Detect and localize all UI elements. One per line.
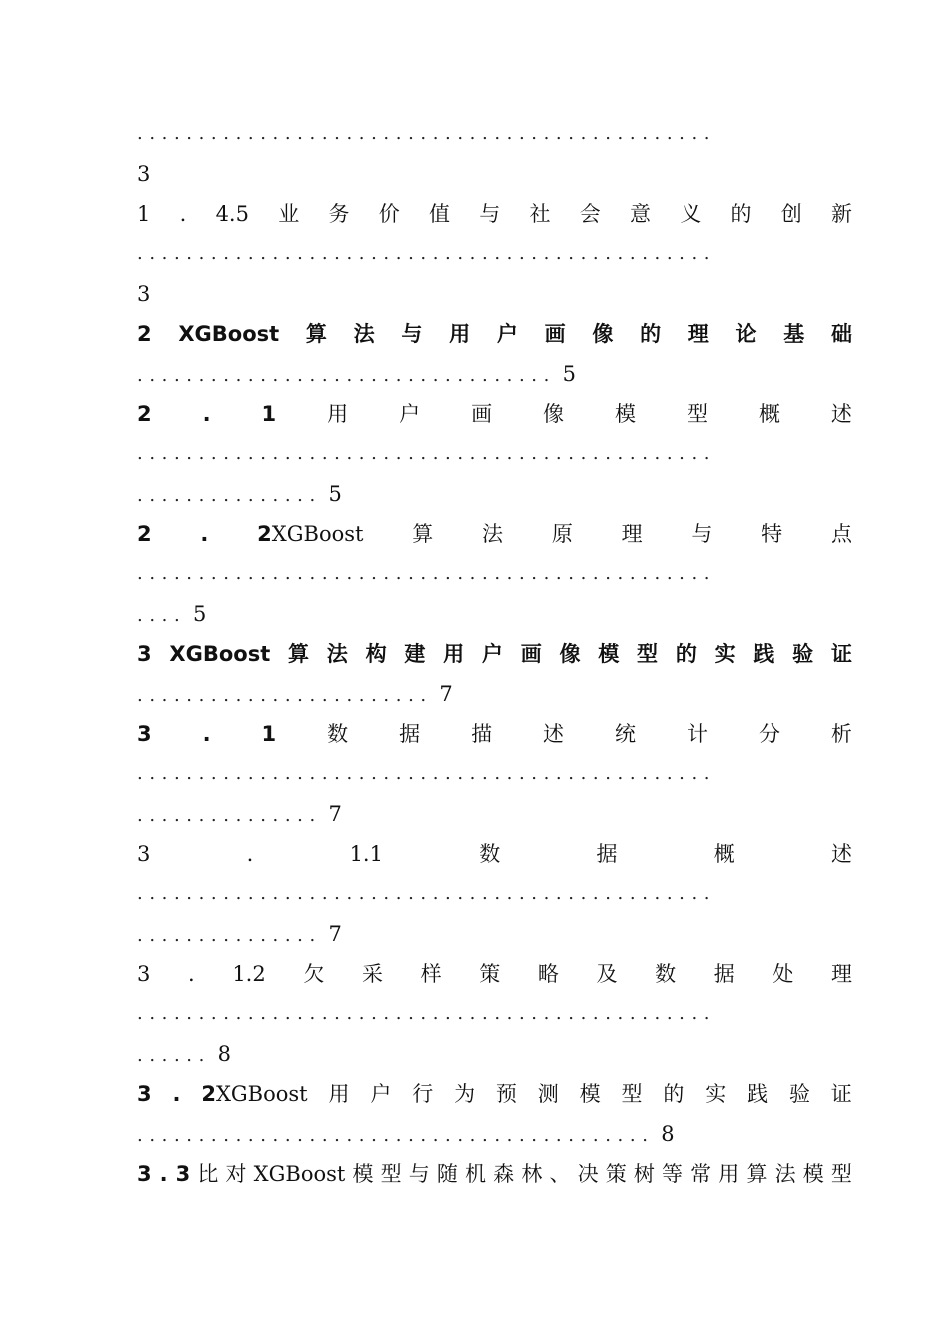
toc-entry-part: 构 [365, 642, 387, 666]
toc-entry-part: 法 [353, 322, 375, 346]
toc-entry-part: 用 [449, 322, 471, 346]
toc-leader: ............................................... [137, 443, 717, 464]
toc-entry-part: 建 [404, 642, 426, 666]
toc-entry-2-1[interactable] [137, 394, 852, 434]
toc-leader-line [137, 1034, 852, 1074]
toc-entry-part: 法 [326, 642, 348, 666]
toc-entry-part: XGBoost [169, 642, 271, 666]
toc-leader-line [137, 794, 852, 834]
toc-entry-name: 2XGBoost [201, 1082, 308, 1106]
toc-entry-part: 样 [420, 962, 442, 986]
toc-chapter-2[interactable] [137, 314, 852, 354]
toc-entry-part: 据 [399, 722, 421, 746]
toc-entry-part: 践 [753, 642, 775, 666]
toc-entry-part: 欠 [303, 962, 325, 986]
toc-entry-part: 意 [629, 202, 651, 226]
toc-entry-part: 采 [361, 962, 383, 986]
toc-entry-part: 基 [783, 322, 805, 346]
toc-entry-part: 1 [261, 722, 277, 746]
toc-entry-part: 值 [428, 202, 450, 226]
toc-entry-number: 3 [137, 1082, 152, 1106]
toc-entry-part: 策 [479, 962, 501, 986]
toc-leader: ............................................... [137, 883, 717, 904]
toc-entry-part: 数 [327, 722, 349, 746]
toc-page-number: 5 [328, 482, 342, 506]
toc-leader: ............................................... [137, 243, 717, 264]
toc-entry-part: 理 [687, 322, 709, 346]
toc-entry-part: 述 [543, 722, 565, 746]
toc-entry-part: 用 [327, 402, 349, 426]
toc-entry-part: 1 [261, 402, 277, 426]
toc-entry-part: 3 [137, 842, 151, 866]
toc-entry-number: 3 . 3 [137, 1162, 191, 1186]
toc-entry-part: XGBoost [178, 322, 280, 346]
toc-entry-dot: . [172, 1082, 181, 1106]
toc-entry-part: 3 [137, 642, 152, 666]
toc-entry-part: 型 [637, 642, 659, 666]
toc-entry-part: 算 [288, 642, 310, 666]
toc-entry-part: 的 [730, 202, 752, 226]
toc-entry-part: 画 [544, 322, 566, 346]
toc-page-number: 3 [137, 282, 151, 306]
toc-entry-part: 2 [137, 322, 152, 346]
toc-entry-part: 分 [758, 722, 780, 746]
toc-entry-part: 2 [137, 402, 152, 426]
toc-entry-part: 务 [328, 202, 350, 226]
toc-entry-part: . [246, 842, 254, 866]
toc-page-number: 8 [217, 1042, 231, 1066]
toc-entry-part: 业 [278, 202, 300, 226]
toc-entry-part: 数 [655, 962, 677, 986]
toc-entry-3-2[interactable]: 3 . 2XGBoost 用 户 行 为 预 测 模 型 的 实 践 验 证 [137, 1074, 852, 1114]
toc-entry-part: 统 [615, 722, 637, 746]
toc-entry-part: 4.5 [215, 202, 249, 226]
toc-entry-part: 析 [830, 722, 852, 746]
toc-leader: .... [137, 605, 187, 626]
toc-entry-part: 像 [559, 642, 581, 666]
toc-leader: ........................ [137, 685, 433, 706]
toc-leader: ............... [137, 485, 322, 506]
toc-entry-part: 据 [713, 962, 735, 986]
toc-entry-name: 2XGBoost [257, 522, 364, 546]
toc-entry-part: . [202, 402, 211, 426]
toc-entry-part: 算 [305, 322, 327, 346]
toc-entry-part: 计 [686, 722, 708, 746]
toc-entry-part: 新 [830, 202, 852, 226]
toc-page-number: 7 [439, 682, 453, 706]
toc-entry-part: 创 [780, 202, 802, 226]
toc-entry-part: 处 [772, 962, 794, 986]
toc-leader-line [137, 594, 852, 634]
toc-entry-part: . [202, 722, 211, 746]
toc-entry-part: 3 [137, 722, 152, 746]
toc-entry-part: 的 [675, 642, 697, 666]
toc-entry-3-3[interactable]: 3 . 3 比 对 XGBoost 模 型 与 随 机 森 林 、 决 策 树 等 常 用 算 法 模 型 [137, 1154, 852, 1194]
toc-entry-dot: . [200, 522, 209, 546]
toc-entry-part: 户 [399, 402, 421, 426]
toc-leader-line [137, 474, 852, 514]
toc-leader: ............... [137, 805, 322, 826]
toc-entry-part: 价 [378, 202, 400, 226]
toc-leader: ............................................... [137, 1003, 717, 1024]
toc-page-number: 8 [661, 1122, 675, 1146]
toc-entry-part: 型 [686, 402, 708, 426]
toc-entry-3-1-2[interactable] [137, 954, 852, 994]
toc-entry-2-2[interactable]: 2 . 2XGBoost 算 法 原 理 与 特 点 [137, 514, 852, 554]
toc-leader: .................................. [137, 365, 556, 386]
toc-leader: ............... [137, 925, 322, 946]
toc-page-number: 5 [562, 362, 576, 386]
toc-leader: ............................................... [137, 563, 717, 584]
toc-entry-part: 论 [735, 322, 757, 346]
toc-entry-part: 模 [615, 402, 637, 426]
toc-leader: ............................................... [137, 123, 717, 144]
toc-entry-part: 1.1 [349, 842, 383, 866]
toc-entry-part: 及 [596, 962, 618, 986]
toc-entry-part: 会 [579, 202, 601, 226]
toc-entry-part: 证 [830, 642, 852, 666]
toc-entry-part: 户 [481, 642, 503, 666]
toc-entry-part: 义 [680, 202, 702, 226]
toc-leader: .......................................... [137, 1125, 655, 1146]
toc-leader-line [137, 674, 852, 714]
toc-entry-part: 描 [471, 722, 493, 746]
toc-page-number: 7 [328, 802, 342, 826]
toc-entry-part: 的 [640, 322, 662, 346]
toc-page-number: 7 [328, 922, 342, 946]
toc-entry-part: 实 [714, 642, 736, 666]
toc-entry-part: 据 [596, 842, 618, 866]
toc-entry-1-4-5[interactable] [137, 194, 852, 234]
table-of-contents [137, 114, 852, 1194]
toc-page-number: 5 [192, 602, 207, 626]
toc-leader-line [137, 1114, 852, 1154]
toc-entry-part: 画 [471, 402, 493, 426]
toc-chapter-3[interactable] [137, 634, 852, 674]
toc-entry-part: 础 [831, 322, 852, 346]
toc-entry-part: 述 [830, 402, 852, 426]
toc-entry-part: 理 [830, 962, 852, 986]
toc-entry-part: 3 [137, 962, 151, 986]
toc-entry-part: 概 [713, 842, 735, 866]
toc-entry-part: . [179, 202, 187, 226]
toc-leader: ............................................... [137, 763, 717, 784]
toc-entry-part: 验 [792, 642, 814, 666]
toc-entry-part: 与 [401, 322, 423, 346]
toc-entry-number: 2 [137, 522, 152, 546]
toc-entry-part: 略 [537, 962, 559, 986]
toc-entry-part: 1.2 [232, 962, 266, 986]
toc-entry-part: 数 [479, 842, 501, 866]
toc-entry-part: 述 [830, 842, 852, 866]
toc-entry-part: 画 [520, 642, 542, 666]
toc-leader-line [137, 914, 852, 954]
toc-entry-part: 户 [496, 322, 518, 346]
toc-entry-part: 概 [758, 402, 780, 426]
toc-leader: ...... [137, 1045, 211, 1066]
toc-entry-part: 模 [598, 642, 620, 666]
toc-page-number: 3 [137, 162, 151, 186]
toc-entry-part: 用 [443, 642, 465, 666]
toc-entry-part: 1 [137, 202, 151, 226]
toc-entry-3-1-1[interactable] [137, 834, 852, 874]
toc-entry-part: 与 [479, 202, 501, 226]
toc-leader-line [137, 354, 852, 394]
toc-entry-part: 像 [592, 322, 614, 346]
toc-entry-3-1[interactable] [137, 714, 852, 754]
toc-entry-part: . [188, 962, 195, 986]
toc-entry-part: 社 [529, 202, 551, 226]
toc-entry-part: 像 [543, 402, 565, 426]
